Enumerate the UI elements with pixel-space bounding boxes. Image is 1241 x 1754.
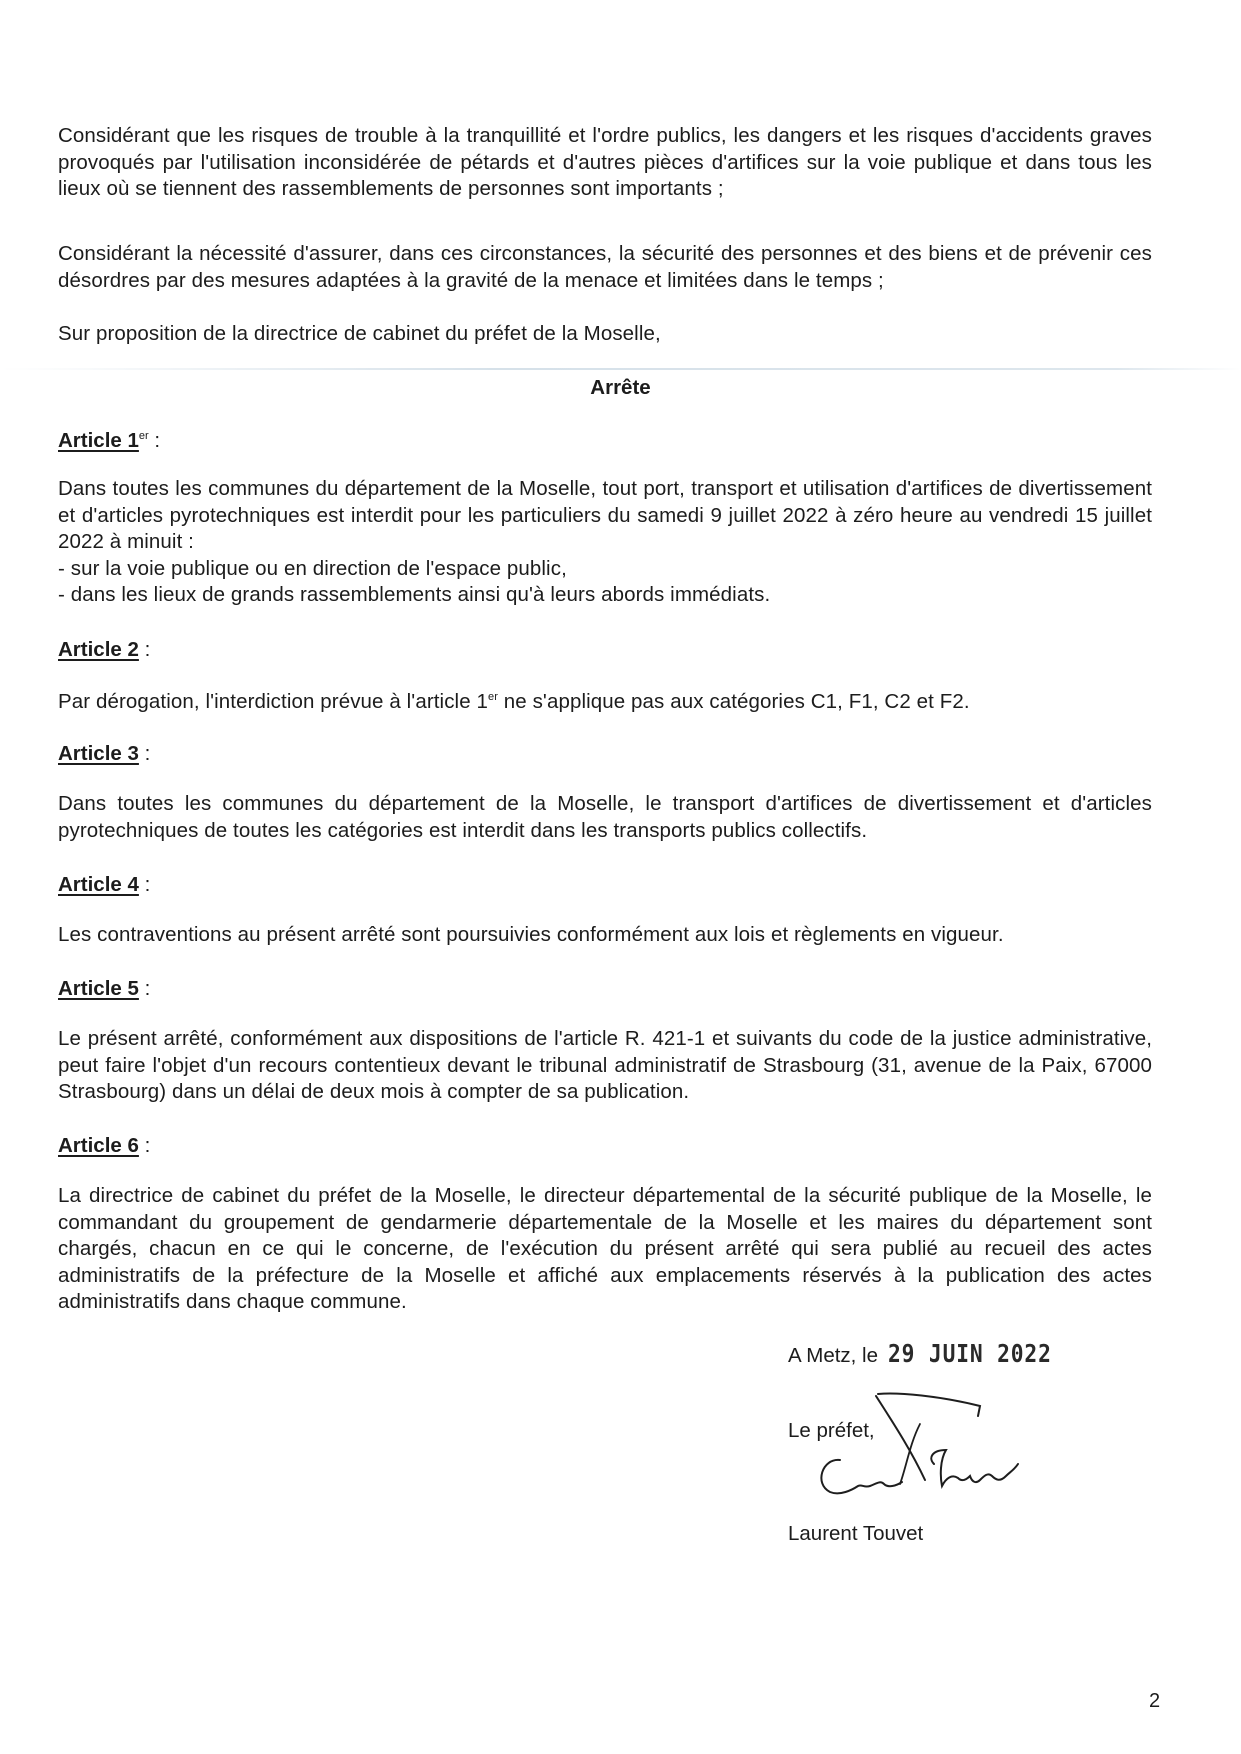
article-5-colon: : [138, 977, 151, 1000]
signatory-title: Le préfet, [788, 1419, 875, 1442]
article-6-text: La directrice de cabinet du préfet de la Moselle, le directeur départemental de la sécurité publique de la Moselle, le commandant du groupement de gendarmerie départementale de la Moselle et les maires du département sont chargés, chacun en ce qui le concerne, de l'exécution du présent arrêté qui sera publié au recueil des actes administratifs de la préfecture de la Moselle et affiché aux emplacements réservés à la publication des actes administratifs dans chaque commune. [58, 1184, 1152, 1313]
article-1-bullet-2: - dans les lieux de grands rassemblements ainsi qu'à leurs abords immédiats. [58, 583, 771, 606]
article-4-label: Article 4 [58, 873, 139, 896]
article-2-label: Article 2 [58, 638, 139, 661]
article-2-text-sup: er [488, 691, 498, 704]
article-5-label: Article 5 [58, 977, 139, 1000]
scan-artifact-line [0, 368, 1241, 370]
signatory-name: Laurent Touvet [788, 1522, 924, 1545]
article-1-sup: er [138, 430, 149, 443]
considerant-risques: Considérant que les risques de trouble à la tranquillité et l'ordre publics, les dangers et les risques d'accidents graves provoqués par l'utilisation inconsidérée de pétards et d'autres pièces d'artifices sur la voie publique et dans tous les lieux où se tiennent des rassemblements de personnes sont importants ; [58, 124, 1152, 200]
article-3-colon: : [138, 742, 151, 765]
date-stamp: 29 JUIN 2022 [888, 1339, 1052, 1368]
article-3-label: Article 3 [58, 742, 139, 765]
handwritten-signature [800, 1388, 1060, 1518]
article-4-text: Les contraventions au présent arrêté sont poursuivies conformément aux lois et règlements en vigueur. [58, 923, 1004, 946]
page-number: 2 [1149, 1690, 1161, 1712]
article-3-heading [58, 741, 150, 767]
place-label: A Metz, le [788, 1344, 879, 1367]
article-1-bullet-1: - sur la voie publique ou en direction de l'espace public, [58, 557, 567, 580]
article-6-label: Article 6 [58, 1134, 139, 1157]
article-2-heading [58, 637, 150, 663]
article-1-text: Dans toutes les communes du département de la Moselle, tout port, transport et utilisation d'artifices de divertissement et d'articles pyrotechniques est interdit pour les particuliers du samedi 9 juillet 2022 à zéro heure au vendredi 15 juillet 2022 à minuit : [58, 477, 1152, 553]
article-5-heading [58, 976, 150, 1002]
article-2-text-after: ne s'applique pas aux catégories C1, F1, C2 et F2. [497, 690, 970, 713]
arrete-title: Arrête [590, 376, 651, 399]
article-2-text-before: Par dérogation, l'interdiction prévue à l'article 1 [58, 690, 488, 713]
place-and-date [788, 1339, 1081, 1371]
article-4-colon: : [138, 873, 151, 896]
article-6-heading [58, 1133, 150, 1159]
article-2-text [58, 689, 1152, 716]
considerant-necessite: Considérant la nécessité d'assurer, dans ces circonstances, la sécurité des personnes et des biens et de prévenir ces désordres par des mesures adaptées à la gravité de la menace et limitées dans le temps ; [58, 242, 1152, 292]
article-1-label: Article 1 [58, 429, 139, 452]
article-1-colon: : [148, 429, 161, 452]
article-5-text: Le présent arrêté, conformément aux dispositions de l'article R. 421-1 et suivants du code de la justice administrative, peut faire l'objet d'un recours contentieux devant le tribunal administratif de Strasbourg (31, avenue de la Paix, 67000 Strasbourg) dans un délai de deux mois à compter de sa publication. [58, 1027, 1152, 1103]
article-6-colon: : [138, 1134, 151, 1157]
article-3-text: Dans toutes les communes du département de la Moselle, le transport d'artifices de divertissement et d'articles pyrotechniques de toutes les catégories est interdit dans les transports publics collectifs. [58, 792, 1152, 842]
article-1-heading [58, 428, 160, 454]
article-2-colon: : [138, 638, 151, 661]
proposition: Sur proposition de la directrice de cabinet du préfet de la Moselle, [58, 322, 661, 345]
article-4-heading [58, 872, 150, 898]
